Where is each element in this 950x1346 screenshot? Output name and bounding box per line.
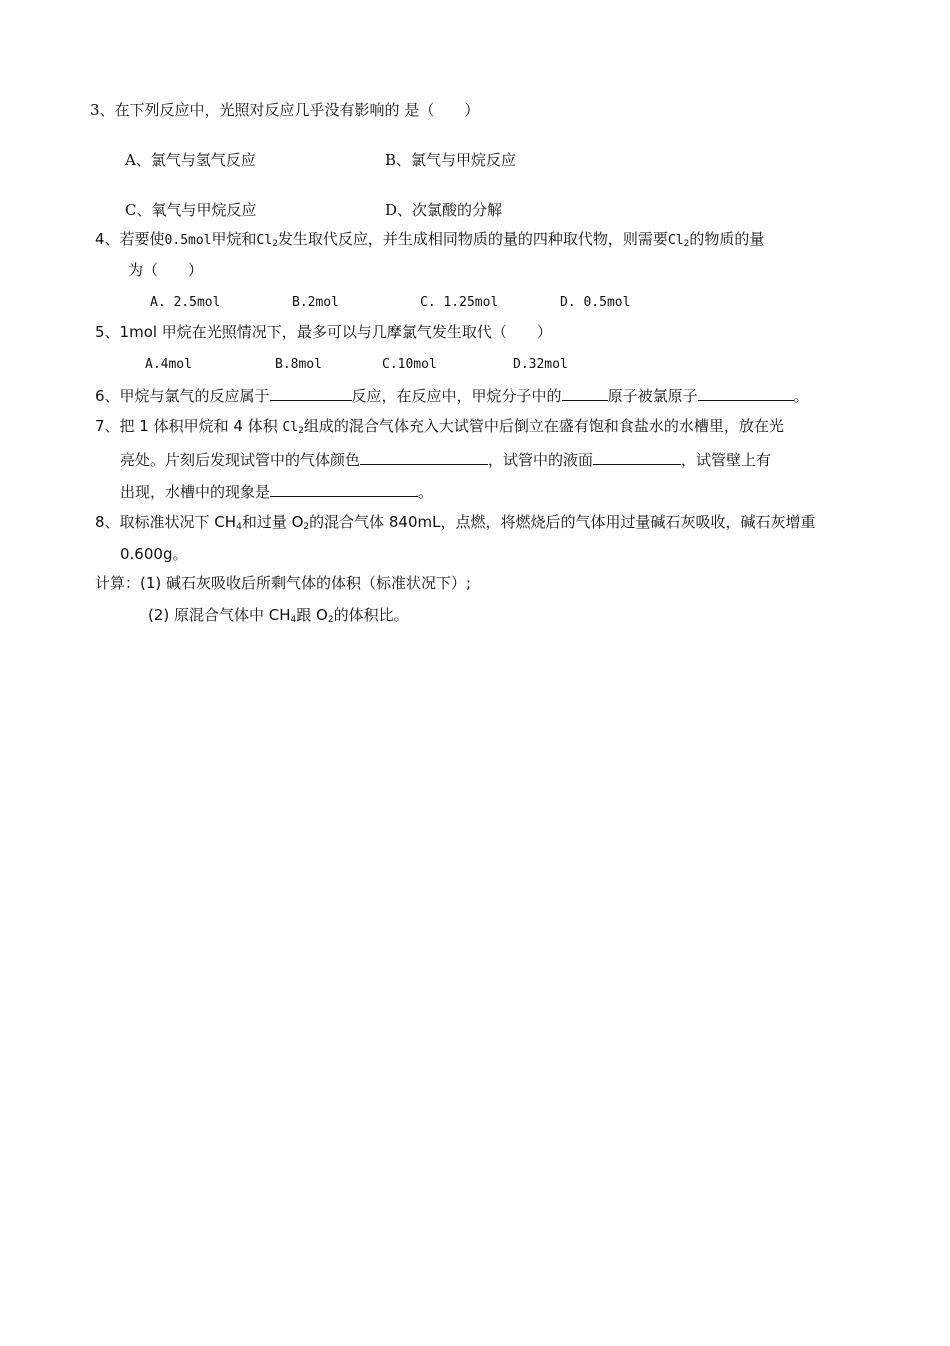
question-7-text-c: 亮处。片刻后发现试管中的气体颜色 — [120, 451, 361, 469]
question-3-option-a: A、氯气与氢气反应 — [125, 151, 256, 169]
question-7-text-d: ，试管中的液面 — [488, 451, 594, 469]
calc-part-2 — [148, 605, 409, 625]
question-6-text-b: 反应，在反应中，甲烷分子中的 — [351, 387, 562, 405]
question-8-line-2: 0.600g。 — [120, 545, 188, 563]
calc-part-2-text-b: 跟 O — [296, 606, 328, 624]
subscript-2: 2 — [683, 239, 690, 249]
calc-part-2-text-a: (2) 原混合气体中 CH — [148, 606, 291, 624]
subscript-2: 2 — [272, 239, 278, 249]
question-5-option-a: A.4mol — [145, 357, 192, 372]
calc-part-2-text-c: 的体积比。 — [333, 606, 409, 624]
question-5-option-b: B.8mol — [275, 357, 322, 372]
question-6 — [95, 385, 809, 406]
question-5-stem: 5、1mol 甲烷在光照情况下，最多可以与几摩氯气发生取代（ ） — [95, 323, 552, 341]
question-7-text-b: 组成的混合气体充入大试管中后倒立在盛有饱和食盐水的水槽里，放在光 — [303, 417, 784, 435]
subscript-2: 2 — [327, 615, 334, 625]
question-8-text-b: 和过量 O — [241, 513, 304, 531]
question-4-option-b: B.2mol — [292, 295, 339, 310]
question-7-text-f: 出现，水槽中的现象是 — [120, 483, 271, 501]
question-3-option-b: B、氯气与甲烷反应 — [385, 151, 517, 169]
question-5-option-d: D.32mol — [513, 357, 568, 372]
question-4-text-d: 的物质的量 — [689, 230, 765, 248]
question-4-text-c: 发生取代反应，并生成相同物质的量的四种取代物，则需要 — [277, 230, 668, 248]
question-7-text-a: 7、把 1 体积甲烷和 4 体积 — [95, 417, 283, 435]
answer-blank[interactable] — [270, 385, 352, 401]
question-6-text-d: 。 — [793, 387, 809, 405]
question-8-line-1 — [95, 512, 816, 532]
chlorine-symbol: Cl — [667, 233, 684, 248]
question-6-text-a: 6、甲烷与氯气的反应属于 — [95, 387, 270, 405]
question-4-stem-cont: 为（ ） — [128, 261, 204, 279]
subscript-2: 2 — [303, 522, 310, 532]
answer-blank[interactable] — [593, 449, 681, 465]
subscript-4: 4 — [290, 615, 297, 625]
question-5-option-c: C.10mol — [382, 357, 437, 372]
subscript-4: 4 — [236, 522, 242, 532]
question-4-option-c: C. 1.25mol — [420, 295, 499, 310]
calc-part-1: 计算：(1) 碱石灰吸收后所剩气体的体积（标准状况下）; — [95, 574, 472, 592]
question-3-stem: 3、在下列反应中，光照对反应几乎没有影响的 是（ ） — [90, 101, 480, 119]
question-3-option-d: D、次氯酸的分解 — [385, 201, 503, 219]
question-3-option-c: C、氧气与甲烷反应 — [125, 201, 257, 219]
question-7-text-g: 。 — [418, 483, 434, 501]
question-7-text-e: ，试管壁上有 — [681, 451, 772, 469]
answer-blank[interactable] — [698, 385, 794, 401]
answer-blank[interactable] — [270, 481, 418, 497]
question-4-amount: 0.5mol — [164, 233, 212, 248]
answer-blank[interactable] — [360, 449, 488, 465]
chlorine-symbol: Cl — [256, 233, 273, 248]
question-4-stem — [95, 229, 764, 251]
question-4-option-a: A. 2.5mol — [150, 295, 221, 310]
question-4-text-b: 甲烷和 — [211, 230, 257, 248]
question-7-line-2 — [120, 449, 771, 470]
question-4-text-a: 4、若要使 — [95, 230, 165, 248]
question-8-text-c: 的混合气体 840mL，点燃，将燃烧后的气体用过量碱石灰吸收，碱石灰增重 — [309, 513, 816, 531]
question-6-text-c: 原子被氯原子 — [607, 387, 698, 405]
question-4-option-d: D. 0.5mol — [560, 295, 631, 310]
chlorine-symbol: Cl — [282, 420, 299, 435]
answer-blank[interactable] — [562, 385, 608, 401]
question-8-text-a: 8、取标准状况下 CH — [95, 513, 237, 531]
question-7-line-3 — [120, 481, 433, 502]
subscript-2: 2 — [298, 426, 304, 436]
question-7-line-1 — [95, 416, 784, 438]
